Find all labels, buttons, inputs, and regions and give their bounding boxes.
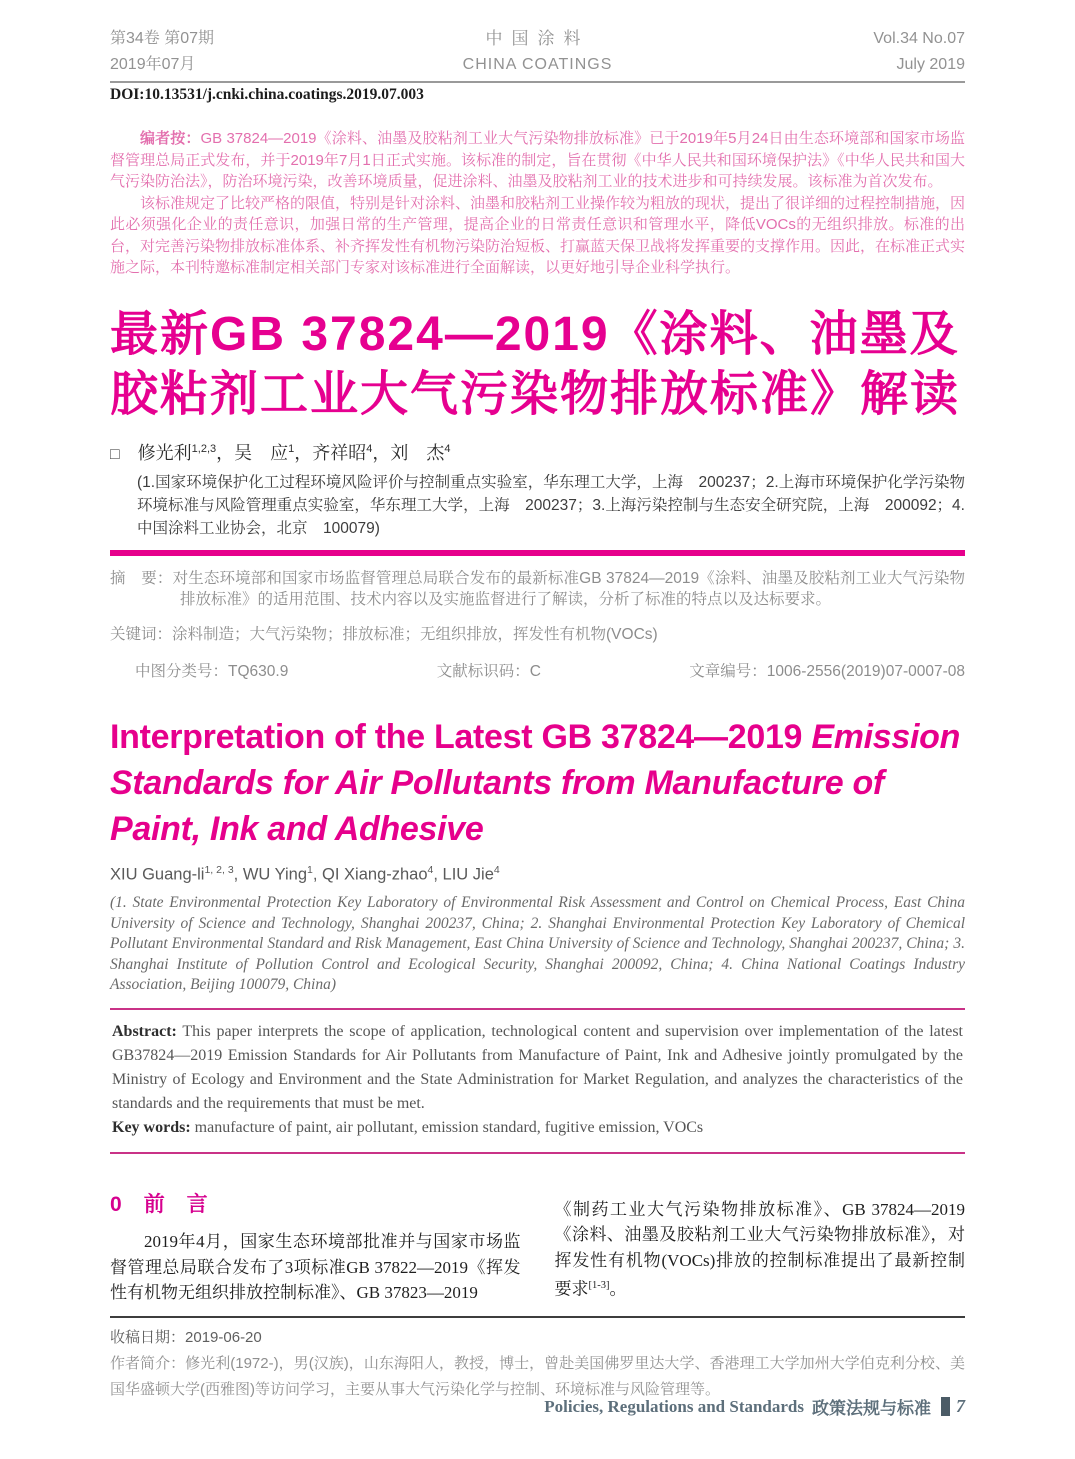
page-footer <box>544 1394 965 1419</box>
abstract-cn <box>110 568 965 610</box>
clc-label: 中图分类号： <box>135 662 229 680</box>
page-number: 7 <box>956 1396 965 1416</box>
received-date-value: 2019-06-20 <box>185 1328 262 1346</box>
issue-info-en <box>735 26 965 78</box>
abstract-cn-text: 对生态环境部和国家市场监督管理总局联合发布的最新标准GB 37824—2019《涂料、油墨及胶粘剂工业大气污染物排放标准》的适用范围、技术内容以及实施监督进行了解读，分析了标准的特点以及达标要求。 <box>172 569 965 608</box>
received-date <box>110 1325 965 1351</box>
section-0-foreword <box>110 1192 965 1306</box>
section-0-paragraph-part2 <box>555 1197 966 1303</box>
author-affil-sup: 4 <box>493 863 500 876</box>
section-0-paragraph-part1: 2019年4月，国家生态环境部批准并与国家市场监督管理总局联合发布了3项标准GB 37822—2019《挥发性有机物无组织排放控制标准》、GB 37823—2019 <box>110 1232 521 1302</box>
abstract-cn-label: 摘 要： <box>110 569 173 587</box>
footnote-block <box>110 1316 965 1403</box>
section-0-paragraph-part2-text: 《制药工业大气污染物排放标准》、GB 37824—2019《涂料、油墨及胶粘剂工业大气污染物排放标准》，对挥发性有机物(VOCs)排放的控制标准提出了最新控制要求 <box>554 1199 965 1299</box>
journal-name <box>340 26 735 78</box>
author-affil-sup: 1 <box>288 442 295 455</box>
author-cn: ，刘 杰 <box>372 442 445 463</box>
author-affil-sup: 4 <box>427 863 434 876</box>
journal-name-cn: 中国涂料 <box>485 29 590 48</box>
section-title: 前言 <box>143 1192 230 1216</box>
footer-section-en: Policies, Regulations and Standards <box>544 1396 804 1416</box>
editor-note-para2: 该标准规定了比较严格的限值，特别是针对涂料、油墨和胶粘剂工业操作较为粗放的现状，提出了很详细的过程控制措施，因此必须强化企业的责任意识，加强日常的生产管理，提高企业的日常责任意识和管理水平，降低VOCs的无组织排放。标准的出台，对完善污染物排放标准体系、补齐挥发性有机物污染防治短板、打赢蓝天保卫战将发挥重要的支撑作用。因此，在标准正式实施之际，本刊特邀标准制定相关部门专家对该标准进行全面解读，以更好地引导企业科学执行。 <box>110 194 966 276</box>
article-id-value: 1006-2556(2019)07-0007-08 <box>766 662 965 680</box>
authors-cn <box>110 439 965 465</box>
author-en: , QI Xiang-zhao <box>312 865 428 883</box>
author-bio-text: 修光利(1972-)，男(汉族)，山东海阳人，教授，博士，曾赴美国佛罗里达大学、香港理工大学加州大学伯克利分校、美国华盛顿大学(西雅图)等访问学习，主要从事大气污染化学与控制、环境标准与风险管理等。 <box>110 1354 965 1398</box>
accent-bar <box>110 550 965 556</box>
author-affil-sup: 4 <box>366 442 373 455</box>
article-title-en-standard-name: Emission Standards for Air Pollutants from Manufacture of Paint, Ink and Adhesive <box>110 717 961 848</box>
abstract-en-text: This paper interprets the scope of application, technological content and supervision over implementation of the latest GB37824—2019 Emission Standards for Air Pollutants from Manufacture of Paint, Ink and Adhesive jointly promulgated by the Ministry of Ecology and Environment and the State Administration for Market Regulation, and analyzes the characteristics of the standards and the requirements that must be met. <box>112 1022 963 1112</box>
issue-info-cn <box>110 26 340 78</box>
keywords-cn-text: 涂料制造；大气污染物；排放标准；无组织排放，挥发性有机物(VOCs) <box>172 625 658 643</box>
section-0-right-column <box>555 1192 966 1306</box>
author-cn: 修光利 <box>137 442 192 463</box>
citation-ref: [1-3] <box>588 1280 610 1291</box>
section-0-heading <box>110 1192 521 1218</box>
abstract-en-box <box>110 1008 965 1154</box>
article-title-cn <box>110 305 965 425</box>
editor-note-para1-text: GB 37824—2019《涂料、油墨及胶粘剂工业大气污染物排放标准》已于2019年5月24日由生态环境部和国家市场监督管理总局正式发布，并于2019年7月1日正式实施。该标准的制定，旨在贯彻《中华人民共和国环境保护法》《中华人民共和国大气污染防治法》，防治环境污染，改善环境质量，促进涂料、油墨及胶粘剂工业的技术进步和可持续发展。该标准为首次发布。 <box>110 130 965 190</box>
document-code-label: 文献标识码： <box>436 662 530 680</box>
authors-en <box>110 864 965 885</box>
keywords-en-label: Key words: <box>112 1118 191 1136</box>
article-id-label: 文章编号： <box>689 662 767 680</box>
article-id <box>689 661 965 682</box>
author-en: , LIU Jie <box>433 865 494 883</box>
editor-note-para1 <box>110 128 965 193</box>
abstract-en <box>112 1020 963 1116</box>
author-en: , WU Ying <box>233 865 308 883</box>
author-cn: ，吴 应 <box>216 442 289 463</box>
received-date-label: 收稿日期： <box>110 1328 186 1346</box>
document-code <box>437 661 541 682</box>
footer-section-cn: 政策法规与标准 <box>812 1399 931 1418</box>
article-title-cn-line2: 胶粘剂工业大气污染物排放标准》解读 <box>110 367 961 421</box>
author-affil-sup: 1 <box>307 863 313 876</box>
journal-header <box>110 26 965 78</box>
affiliations-en: (1. State Environmental Protection Key Laboratory of Environmental Risk Assessment and Control on Chemical Process, East China University of Science and Technology, Shanghai 200237, China; 2. Shanghai Environmental Protection Key Laboratory of Chemical Pollutant Environmental Standard and Risk Management, East China University of Science and Technology, Shanghai 200237, China; 3. Shanghai Institute of Pollution Control and Ecological Security, Shanghai 200092, China; 4. China National Coatings Industry Association, Beijing 100079, China) <box>110 894 965 993</box>
author-affil-sup: 1, 2, 3 <box>204 863 234 876</box>
article-title-en <box>110 714 965 852</box>
keywords-cn-label: 关键词： <box>110 625 173 643</box>
author-affil-sup: 1,2,3 <box>191 442 217 455</box>
keywords-cn <box>110 624 965 645</box>
date-cn: 2019年07月 <box>110 56 196 73</box>
clc-value: TQ630.9 <box>228 662 289 680</box>
abstract-cn-block <box>110 568 965 682</box>
keywords-en-text: manufacture of paint, air pollutant, emission standard, fugitive emission, VOCs <box>190 1118 704 1136</box>
author-cn: ，齐祥昭 <box>294 442 367 463</box>
author-marker-icon: □ <box>110 445 120 463</box>
doi: DOI:10.13531/j.cnki.china.coatings.2019.07.003 <box>110 86 424 103</box>
journal-name-en: CHINA COATINGS <box>462 56 613 73</box>
date-en: July 2019 <box>896 56 965 73</box>
volume-issue-en: Vol.34 No.07 <box>873 30 965 47</box>
affiliations-cn: (1.国家环境保护化工过程环境风险评价与控制重点实验室，华东理工大学，上海 200237；2.上海市环境保护化学污染物环境标准与风险管理重点实验室，华东理工大学，上海 200237；3.上海污染控制与生态安全研究院，上海 200092；4.中国涂料工业协会，北京 100079) <box>137 473 965 537</box>
editor-note <box>110 128 965 279</box>
section-0-left-column <box>110 1192 521 1306</box>
document-code-value: C <box>529 662 541 680</box>
author-en: XIU Guang-li <box>110 865 205 883</box>
article-title-cn-line1: 最新GB 37824—2019《涂料、油墨及 <box>110 307 960 361</box>
author-bio-label: 作者简介： <box>110 1354 186 1372</box>
keywords-en <box>112 1116 963 1140</box>
page-number-bar-icon <box>941 1397 950 1416</box>
header-divider <box>110 81 965 83</box>
clc-number <box>135 661 288 682</box>
section-number: 0 <box>110 1192 122 1216</box>
volume-issue-cn: 第34卷 第07期 <box>110 30 215 47</box>
editor-note-label: 编者按： <box>140 130 201 147</box>
section-0-paragraph-part2-tail: 。 <box>609 1279 627 1299</box>
author-affil-sup: 4 <box>444 442 451 455</box>
abstract-en-label: Abstract: <box>112 1022 177 1040</box>
article-meta-row <box>110 661 965 682</box>
article-title-en-normal: Interpretation of the Latest GB 37824—2019 <box>110 717 812 756</box>
